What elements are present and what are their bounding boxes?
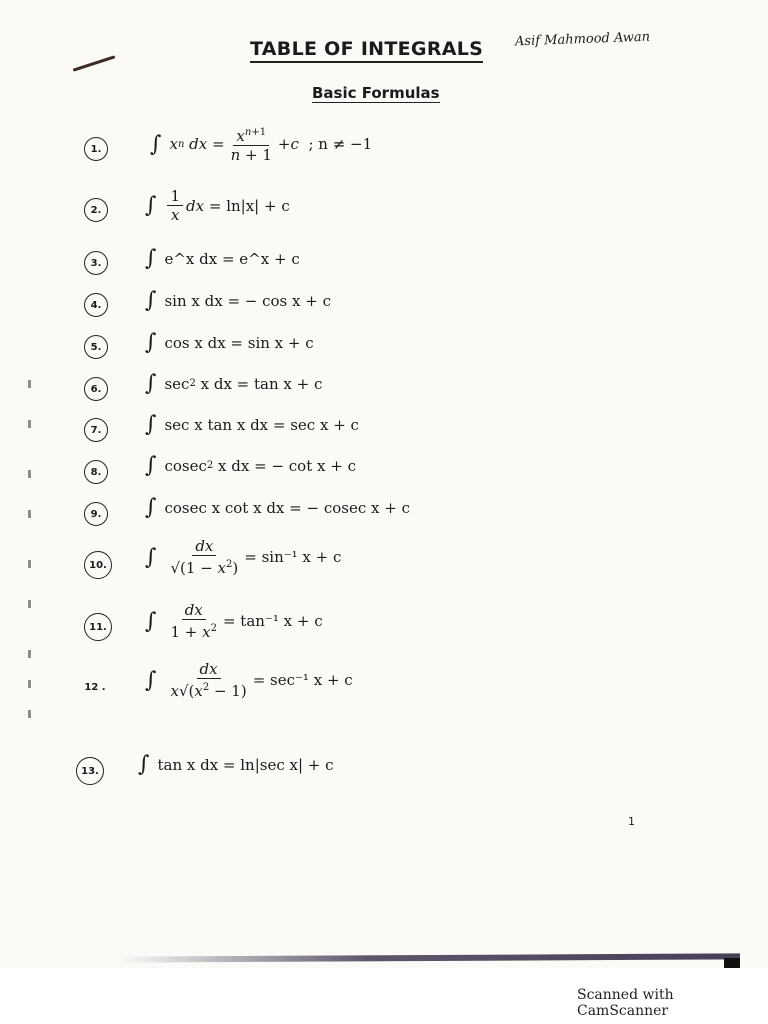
formula-number: 10. <box>84 551 112 579</box>
pen-mark <box>73 55 116 71</box>
formula-5-text: cos x dx = sin x + c <box>164 333 314 352</box>
formula-number: 2. <box>84 198 108 222</box>
camscanner-watermark: Scanned with CamScanner <box>577 987 674 1019</box>
page-number: 1 <box>628 815 635 828</box>
section-subtitle: Basic Formulas <box>312 84 440 102</box>
formula-10-rhs: = sin⁻¹ x + c <box>244 548 342 566</box>
formula-11: ∫ $\frac{dx}{1 + x^2}$ = tan⁻¹ x + c <box>145 601 323 641</box>
page-edge-shadow <box>120 953 740 962</box>
formula-10: ∫ $\frac{dx}{√(1 - x^2)}$ = sin⁻¹ x + c <box>145 537 342 577</box>
formula-number: 6. <box>84 377 108 401</box>
formula-7: ∫ sec x tan x dx = sec x + c <box>145 412 359 437</box>
formula-11-rhs: = tan⁻¹ x + c <box>222 612 323 630</box>
formula-number: 13. <box>76 757 104 785</box>
formula-2: ∫ $\frac{1}{x}$ dx = ln|x| + c <box>145 187 290 224</box>
formula-12: ∫ $\frac{dx}{x√(x^2 - 1)}$ = sec⁻¹ x + c <box>145 660 353 700</box>
formula-5: ∫ cos x dx = sin x + c <box>145 330 314 355</box>
formula-6-rhs: x dx = tan x + c <box>200 374 323 393</box>
formula-number: 4. <box>84 293 108 317</box>
formula-number: 12 . <box>84 681 106 693</box>
formula-3-text: e^x dx = e^x + c <box>164 249 300 268</box>
formula-13: ∫ tan x dx = ln|sec x| + c <box>138 752 334 777</box>
formula-2-rhs: = ln|x| + c <box>208 196 290 215</box>
formula-9: ∫ cosec x cot x dx = − cosec x + c <box>145 495 410 520</box>
formula-9-text: cosec x cot x dx = − cosec x + c <box>164 498 410 517</box>
formula-number: 11. <box>84 613 112 641</box>
formula-number: 1. <box>84 137 108 161</box>
scan-noise-ticks <box>28 380 34 730</box>
formula-12-rhs: = sec⁻¹ x + c <box>252 671 353 689</box>
formula-8: ∫ cosec 2 x dx = − cot x + c <box>145 453 356 478</box>
formula-3: ∫ e^x dx = e^x + c <box>145 246 300 271</box>
formula-number: 5. <box>84 335 108 359</box>
formula-number: 8. <box>84 460 108 484</box>
formula-number: 7. <box>84 418 108 442</box>
formula-number: 3. <box>84 251 108 275</box>
formula-1-condition: ; n ≠ −1 <box>308 135 373 153</box>
formula-number: 9. <box>84 502 108 526</box>
page-title: TABLE OF INTEGRALS <box>250 38 483 63</box>
formula-1: ∫ x n dx = $\frac{x^{n+1}}{n + 1}$ + c ; n ≠ −1 <box>150 124 372 164</box>
formula-7-text: sec x tan x dx = sec x + c <box>164 415 359 434</box>
formula-6: ∫ sec 2 x dx = tan x + c <box>145 371 323 396</box>
formula-4-text: sin x dx = − cos x + c <box>164 291 331 310</box>
formula-4: ∫ sin x dx = − cos x + c <box>145 288 331 313</box>
formula-13-text: tan x dx = ln|sec x| + c <box>157 755 334 774</box>
author-signature: Asif Mahmood Awan <box>514 29 651 50</box>
formula-8-rhs: x dx = − cot x + c <box>218 456 356 475</box>
